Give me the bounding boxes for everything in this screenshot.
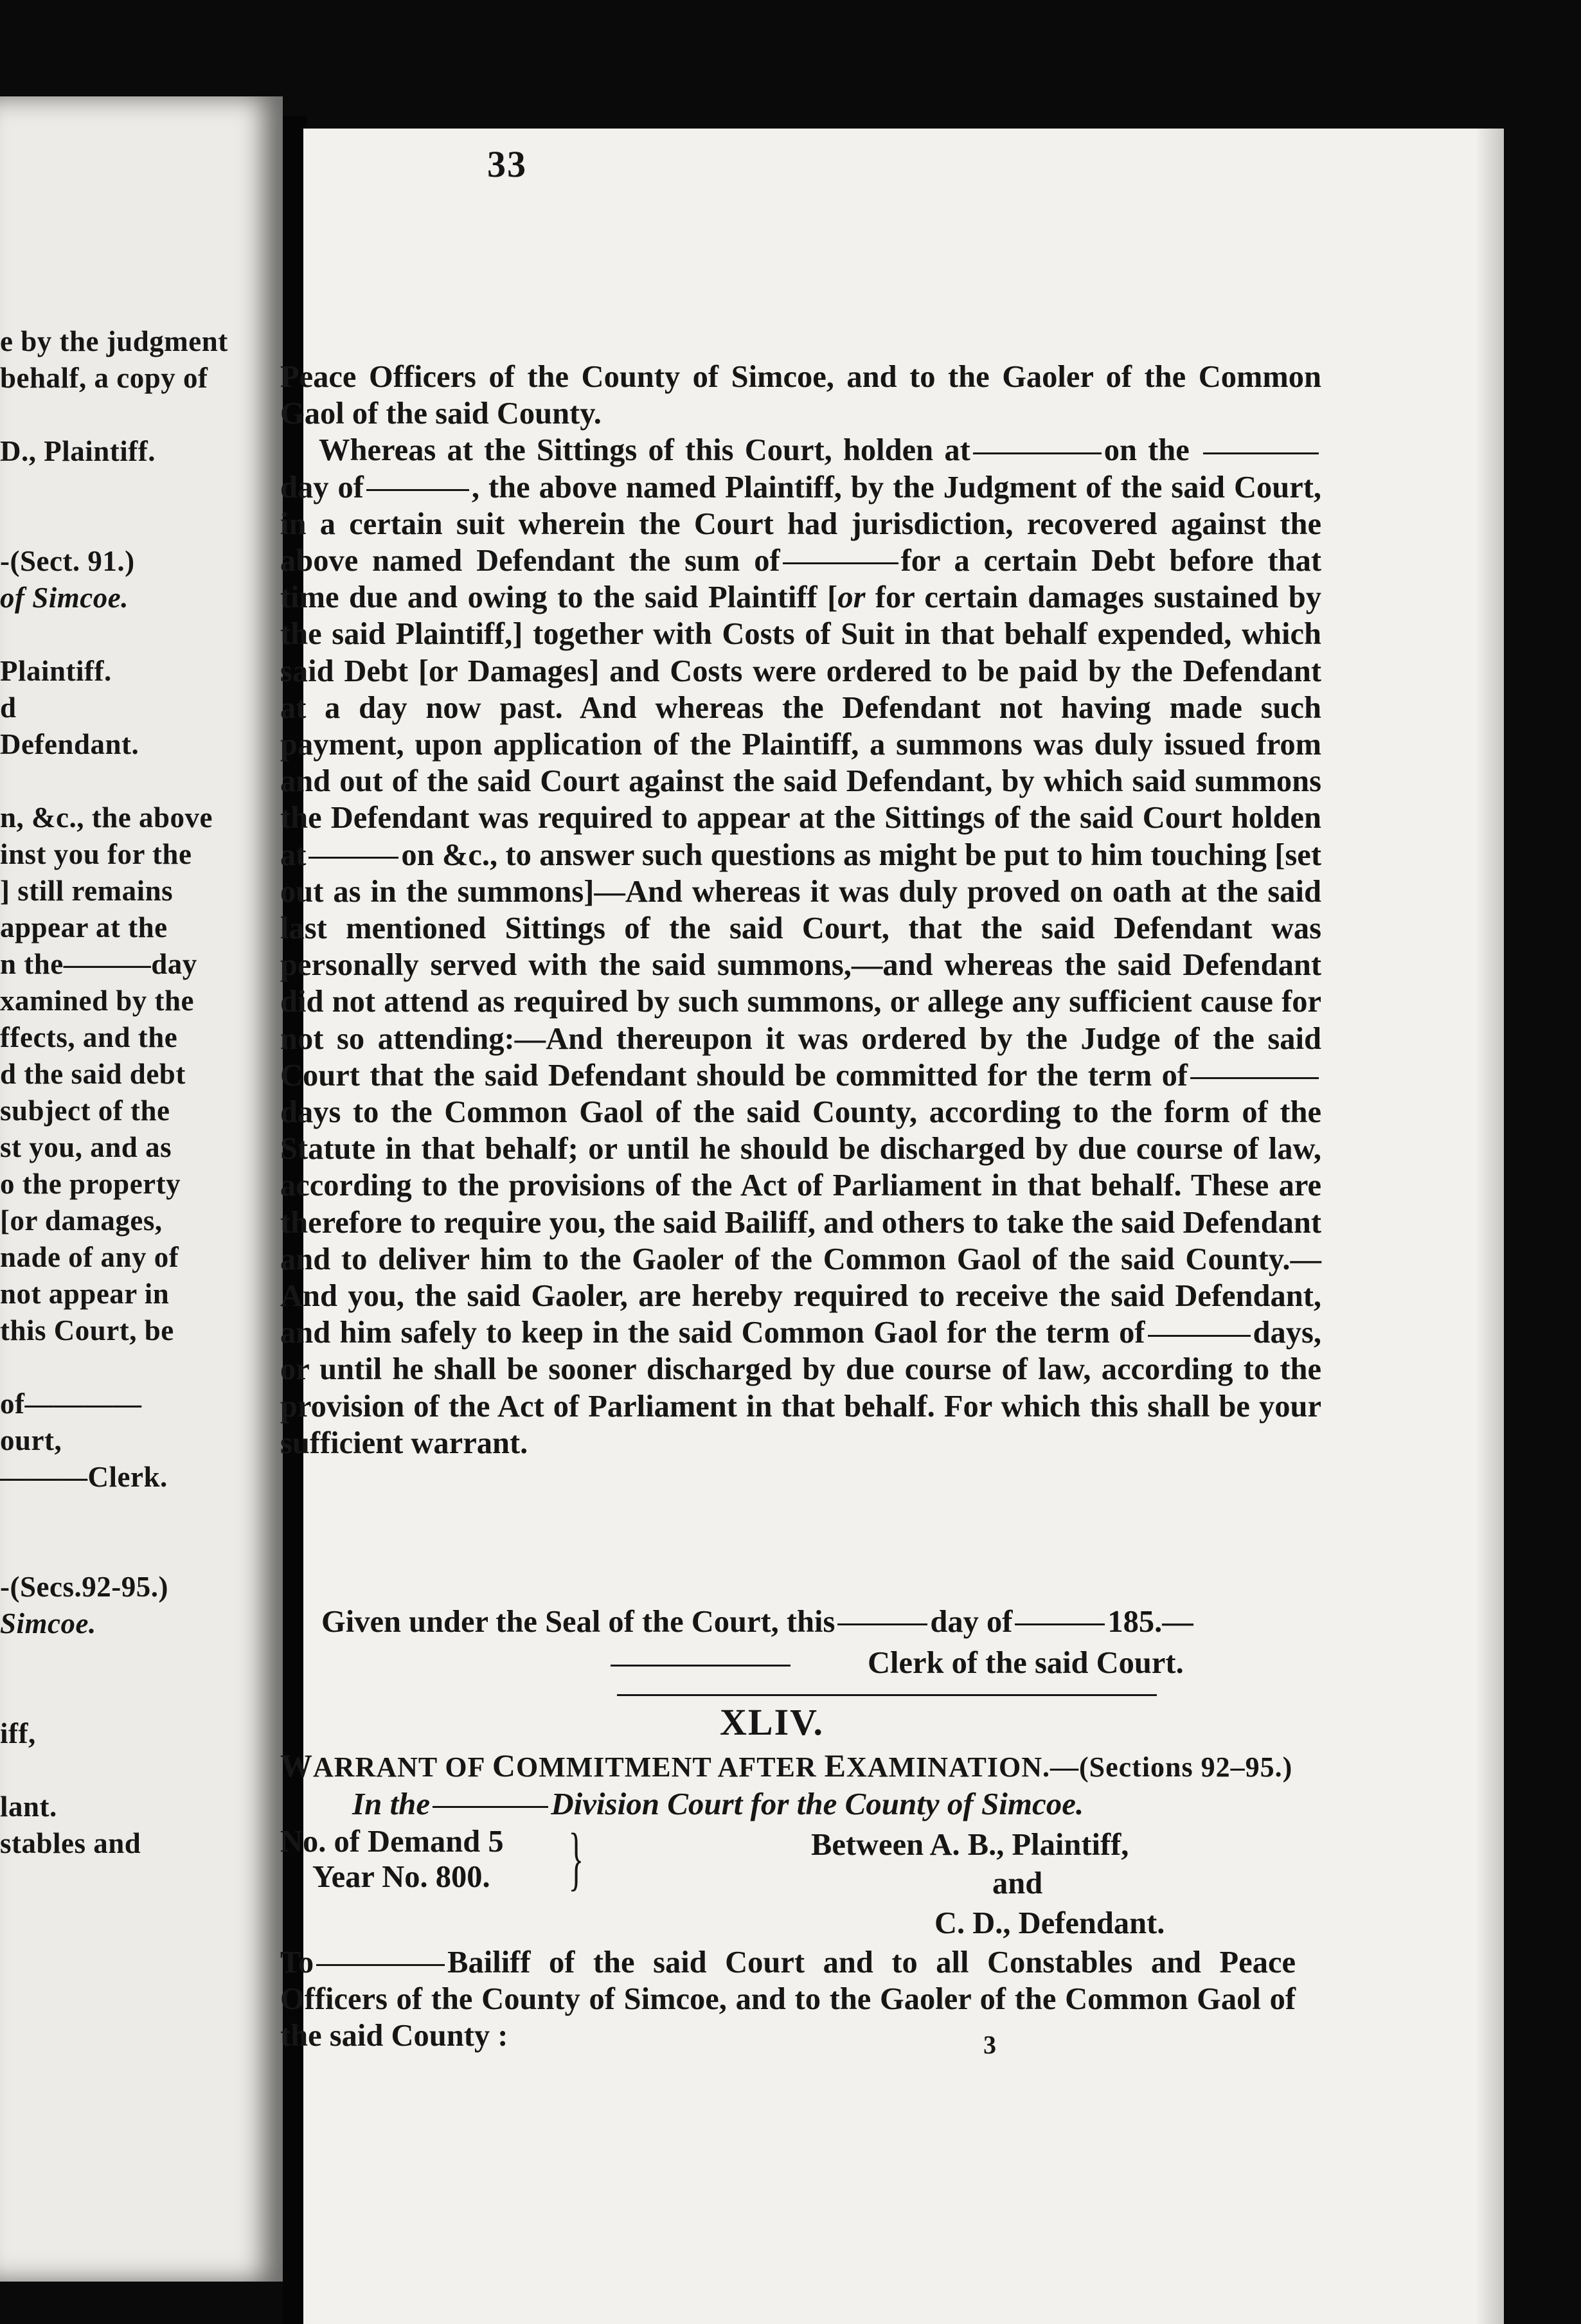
body-text-c: day of xyxy=(280,470,364,505)
form-number: XLIV. xyxy=(720,1701,825,1743)
defendant-line: C. D., Defendant. xyxy=(934,1906,1165,1940)
blank-line xyxy=(973,452,1102,454)
body-text-a: Whereas at the Sittings of this Court, holden at xyxy=(319,433,970,468)
left-page-line: of———— xyxy=(0,1388,142,1420)
body-text-h: days to the Common Gaol of the said County, according to the form of the Statute in that behalf; or until he should be discharged by due course of law, according to the provisions of the Act of Parliament in that behalf. These are therefore to require you, the said Bailiff, and others to take the said Defendant and to deliver him to the Gaoler of the Common Gaol of the said County.—And you, the said Gaoler, are hereby required to receive the said Defendant, and him safely to keep in the said Common Gaol for the term of xyxy=(280,1095,1321,1350)
warrant-body xyxy=(280,359,1321,1461)
between-plaintiff: Between A. B., Plaintiff, xyxy=(811,1828,1129,1862)
to-text: To xyxy=(280,1945,314,1980)
left-page-line: Plaintiff. xyxy=(0,655,112,687)
blank-line xyxy=(433,1806,548,1808)
left-page-line: inst you for the xyxy=(0,838,192,870)
brace-icon: } xyxy=(568,1819,584,1897)
blank-line xyxy=(1203,452,1319,454)
left-page-line: [or damages, xyxy=(0,1204,163,1237)
left-page-line: not appear in xyxy=(0,1278,170,1310)
blank-line xyxy=(837,1623,927,1625)
body-text-or: or xyxy=(837,580,866,615)
left-page-line: st you, and as xyxy=(0,1131,172,1163)
blank-line xyxy=(783,562,898,564)
left-page-fragment xyxy=(0,96,283,2282)
form-heading xyxy=(280,1747,1292,1784)
body-text-b: on the xyxy=(1103,433,1190,468)
left-page-line: e by the judgment xyxy=(0,325,228,357)
left-page-line: d the said debt xyxy=(0,1058,186,1090)
left-page-line: ———Clerk. xyxy=(0,1461,168,1493)
body-text-e: for a certain Debt before that time due and owing to the said Plaintiff [ xyxy=(280,544,1321,615)
court-in: In the xyxy=(352,1786,431,1821)
given-under-seal xyxy=(321,1604,1193,1640)
heading-cap-w: W xyxy=(280,1747,313,1783)
given-text-b: day of xyxy=(930,1605,1013,1639)
left-page-line: this Court, be xyxy=(0,1314,174,1346)
and-connector: and xyxy=(992,1866,1043,1900)
body-text-f: for certain damages sustained by the said Plaintiff,] together with Costs of Suit in that behalf expended, which said Debt [or Damages] and Costs were ordered to be paid by the Defendant at a day now past. And whereas the Defendant not having made such payment, upon application of the Plaintiff, a summons was duly issued from and out of the said Court against the said Defendant, by which said summons the Defendant was required to appear at the Sittings of the said Court holden at xyxy=(280,580,1321,872)
intro-text: Peace Officers of the County of Simcoe, and to the Gaoler of the Common Gaol of the said County. xyxy=(280,360,1321,431)
left-page-line: Defendant. xyxy=(0,728,139,760)
blank-line xyxy=(1015,1623,1105,1625)
signature-rule xyxy=(611,1665,790,1667)
left-page-line: Simcoe. xyxy=(0,1607,96,1640)
heading-cap-c: C xyxy=(492,1747,517,1783)
body-text-i: days, or until he shall be sooner discharged by due course of law, according to the provision of the Act of Parliament in that behalf. For which this shall be your sufficient warrant. xyxy=(280,1316,1321,1460)
heading-cap-e: E xyxy=(824,1747,847,1783)
left-page-line: D., Plaintiff. xyxy=(0,435,156,467)
court-line xyxy=(352,1785,1084,1822)
left-page-line: xamined by the xyxy=(0,985,195,1017)
blank-line xyxy=(316,1964,445,1966)
left-page-line: subject of the xyxy=(0,1095,170,1127)
body-paragraph xyxy=(280,359,1321,1461)
to-rest: Bailiff of the said Court and to all Constables and Peace Officers of the County of Simcoe, and to the Gaoler of the Common Gaol of the said County : xyxy=(280,1945,1296,2053)
court-name: Division Court for the County of Simcoe. xyxy=(551,1786,1084,1821)
left-page-line: d xyxy=(0,692,17,724)
left-page-line: -(Secs.92-95.) xyxy=(0,1571,168,1603)
left-page-line: nade of any of xyxy=(0,1241,179,1273)
left-page-line: ourt, xyxy=(0,1424,62,1456)
left-page-line: behalf, a copy of xyxy=(0,362,208,394)
blank-line xyxy=(366,489,469,491)
blank-line xyxy=(308,857,398,859)
blank-line xyxy=(1148,1335,1251,1337)
left-page-line: of Simcoe. xyxy=(0,582,129,614)
left-page-line: n, &c., the above xyxy=(0,801,213,834)
given-text-c: 185.— xyxy=(1107,1605,1193,1639)
heading-part: ARRANT OF xyxy=(313,1751,492,1783)
left-page-line: appear at the xyxy=(0,911,168,943)
left-page-line: lant. xyxy=(0,1791,57,1823)
left-page-line: o the property xyxy=(0,1168,181,1200)
body-text-g: on &c., to answer such questions as might be put to him touching [set out as in the summons]—And whereas it was duly proved on oath at the said last mentioned Sittings of the said Court, that the said Defendant was personally served with the said summons,—and whereas the said Defendant did not attend as required by such summons, or allege any sufficient cause for not so attending:—And thereupon it was ordered by the Judge of the said Court that the said Defendant should be committed for the term of xyxy=(280,837,1321,1093)
addressee-paragraph xyxy=(280,1944,1296,2055)
heading-sections: —(Sections 92–95.) xyxy=(1050,1751,1293,1783)
clerk-label: Clerk of the said Court. xyxy=(868,1646,1184,1680)
body-text-d: , the above named Plaintiff, by the Judgment of the said Court, in a certain suit wherein the Court had jurisdiction, recovered against the above named Defendant the sum of xyxy=(280,470,1321,578)
left-page-line: ffects, and the xyxy=(0,1021,178,1053)
page-number: 33 xyxy=(487,143,527,185)
heading-part: XAMINATION. xyxy=(846,1751,1050,1783)
left-page-line: -(Sect. 91.) xyxy=(0,545,135,577)
left-page-line: n the———day xyxy=(0,948,197,980)
clerk-signature xyxy=(611,1645,1184,1681)
left-page-line: ] still remains xyxy=(0,875,174,907)
heading-part: OMMITMENT AFTER xyxy=(516,1751,825,1783)
signature-mark: 3 xyxy=(983,2030,996,2059)
left-page-line: iff, xyxy=(0,1717,36,1749)
section-divider xyxy=(617,1694,1157,1696)
addressee-block xyxy=(280,1944,1296,2055)
blank-line xyxy=(1190,1077,1319,1079)
demand-number: No. of Demand 5 xyxy=(280,1825,504,1859)
left-page-line: stables and xyxy=(0,1827,141,1859)
year-number: Year No. 800. xyxy=(312,1860,490,1894)
given-text-a: Given under the Seal of the Court, this xyxy=(321,1605,835,1639)
